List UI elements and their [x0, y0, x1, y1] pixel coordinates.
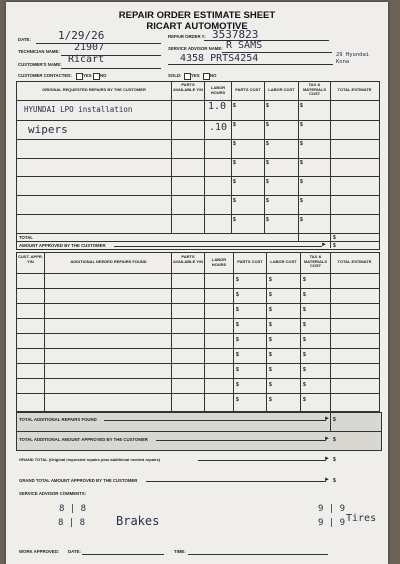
comment-tires: Tires [346, 513, 377, 524]
t1-header-original: ORIGINAL REQUESTED REPAIRS BY THE CUSTOMER [42, 87, 146, 92]
t2-header-additional: ADDITIONAL NEEDED REPAIRS FOUND [70, 259, 147, 264]
t2-header-labor-cost: LABOR COST [270, 259, 297, 264]
technician-label: TECHNICIAN NAME: [18, 49, 60, 54]
contacted-yes-label: YES [83, 73, 92, 78]
comment-frac-left-top: 8 | 8 [59, 504, 87, 514]
comments-label: SERVICE ADVISOR COMMENTS: [19, 491, 87, 496]
t1-header-labor-cost: LABOR COST [268, 87, 295, 92]
date-label: DATE: [18, 37, 31, 42]
t1-header-total: TOTAL ESTIMATE [337, 87, 372, 92]
t1-row1-desc: HYUNDAI LPO installation [24, 105, 133, 114]
sold-yes-label: YES [191, 73, 200, 78]
comment-frac-left-bottom: 8 | 8 [58, 518, 86, 528]
t2-header-cust-appr: CUST. APPR. Y/N [18, 254, 43, 264]
t2-header-labor-hours: LABOR HOURS [211, 257, 227, 267]
t1-row2-labor: .10 [209, 122, 228, 133]
repair-order-value: 3537823 [212, 28, 259, 41]
customer-label: CUSTOMER'S NAME: [18, 62, 62, 67]
total-additional-approved-label: TOTAL ADDITIONAL AMOUNT APPROVED BY THE CUSTOMER [19, 437, 148, 442]
sold-no-label: NO [210, 73, 217, 78]
arrow-icon-2: ► [324, 416, 330, 422]
grand-total-label: GRAND TOTAL (Original requested repairs plus additional needed repairs) [19, 457, 161, 462]
sold-label: SOLD: [168, 73, 182, 78]
comment-frac-right-bottom: 9 | 9 [318, 518, 346, 528]
sold-no-checkbox[interactable] [203, 73, 210, 80]
additional-repairs-table [16, 252, 380, 412]
service-advisor-value: R SAMS [226, 40, 263, 51]
date-value: 1/29/26 [58, 29, 105, 42]
footer-time-label: TIME: [174, 549, 186, 554]
t1-header-parts-available: PARTS AVAILABLE Y/N [172, 82, 203, 92]
contacted-no-label: NO [100, 73, 107, 78]
t1-header-parts-cost: PARTS COST [235, 87, 261, 92]
t1-row1-labor: 1.0 [208, 101, 227, 112]
customer-value: Ricart [68, 54, 105, 65]
t1-total-label: TOTAL [19, 235, 33, 240]
contacted-no-checkbox[interactable] [93, 73, 100, 80]
grand-total-approved-label: GRAND TOTAL AMOUNT APPROVED BY THE CUSTOMER [19, 478, 138, 483]
technician-value: 21907 [74, 42, 105, 53]
service-advisor-label: SERVICE ADVISOR NAME: [168, 46, 223, 51]
repair-order-label: REPAIR ORDER #: [168, 34, 206, 39]
work-approved-label: WORK APPROVED: [19, 549, 60, 554]
sold-yes-checkbox[interactable] [184, 73, 191, 80]
t2-header-parts-available: PARTS AVAILABLE Y/N [172, 254, 203, 264]
comment-frac-right-top: 9 | 9 [318, 504, 346, 514]
company-name: RICART AUTOMOTIVE [146, 21, 248, 32]
contacted-label: CUSTOMER CONTACTED: [18, 73, 72, 78]
t2-header-parts-cost: PARTS COST [237, 259, 263, 264]
t1-row2-desc: wipers [28, 123, 68, 136]
vehicle-note: 29 Hyundai Kona [336, 52, 370, 65]
contacted-yes-checkbox[interactable] [76, 73, 83, 80]
customer-extra: 4358 PRTS4254 [180, 53, 259, 64]
t1-amount-approved-label: AMOUNT APPROVED BY THE CUSTOMER [19, 243, 106, 248]
arrow-icon: ► [321, 242, 327, 248]
t2-header-tax: TAX & MATERIALS COST [303, 254, 328, 269]
arrow-icon-4: ► [324, 456, 330, 462]
sheet-title: REPAIR ORDER ESTIMATE SHEET [118, 10, 276, 21]
estimate-sheet: REPAIR ORDER ESTIMATE SHEET RICART AUTOMOTIVE DATE: 1/29/26 REPAIR ORDER #: 3537823 TECHNICIAN NAME: 21907 SERVICE ADVISOR NAME: R SAMS CUSTOMER'S NAME: Ricart 4358 PRTS4254 29 Hyundai Kona CUSTOMER CONTACTED: YES NO SOLD: YES NO ORIGINAL REQUESTED REPAIRS BY THE CUSTOMER PARTS AVAILABLE Y/N LABOR HOURS PARTS COST LABOR COST TAX & MATERIALS COST TOTAL ESTIMATE HYUNDAI LPO installation 1.0 wipers .10 $ $ $ $ $ $ $ $ $ $ $ $ $ $ $ $ $ $ $ $ $ TOTAL $ AMOUNT APPROVED BY THE CUSTOMER ► $ CUST. APPR. Y/N ADDITIONAL NEEDED REPAIRS FOUND PARTS AVAILABLE Y/N LABOR HOURS PARTS COST LABOR COST TAX & MATERIALS COST TOTAL ESTIMATE $ $ $ $ $ $ $ $ $ $ $ $ $ $ $ $ $ $ $ $ $ $ $ $ $ $ $ TOTAL ADDITIONAL REPAIRS FOUND ► $ TOTAL ADDITIONAL AMOUNT APPROVED BY THE CUSTOMER ► $ GRAND TOTAL (Original requested repairs plus additional needed repairs) ► $ GRAND TOTAL AMOUNT APPROVED BY THE CUSTOMER ► $ SERVICE ADVISOR COMMENTS: 8 | 8 8 | 8 Brakes 9 | 9 9 | 9 Tires WORK APPROVED: DATE: TIME: [6, 2, 388, 564]
t1-header-tax: TAX & MATERIALS COST [302, 82, 327, 97]
footer-date-label: DATE: [68, 549, 81, 554]
arrow-icon-3: ► [324, 436, 330, 442]
comment-brakes: Brakes [116, 514, 160, 528]
t1-header-labor-hours: LABOR HOURS [210, 85, 226, 95]
arrow-icon-5: ► [324, 477, 330, 483]
t2-header-total: TOTAL ESTIMATE [337, 259, 372, 264]
total-additional-found-label: TOTAL ADDITIONAL REPAIRS FOUND [19, 417, 97, 422]
